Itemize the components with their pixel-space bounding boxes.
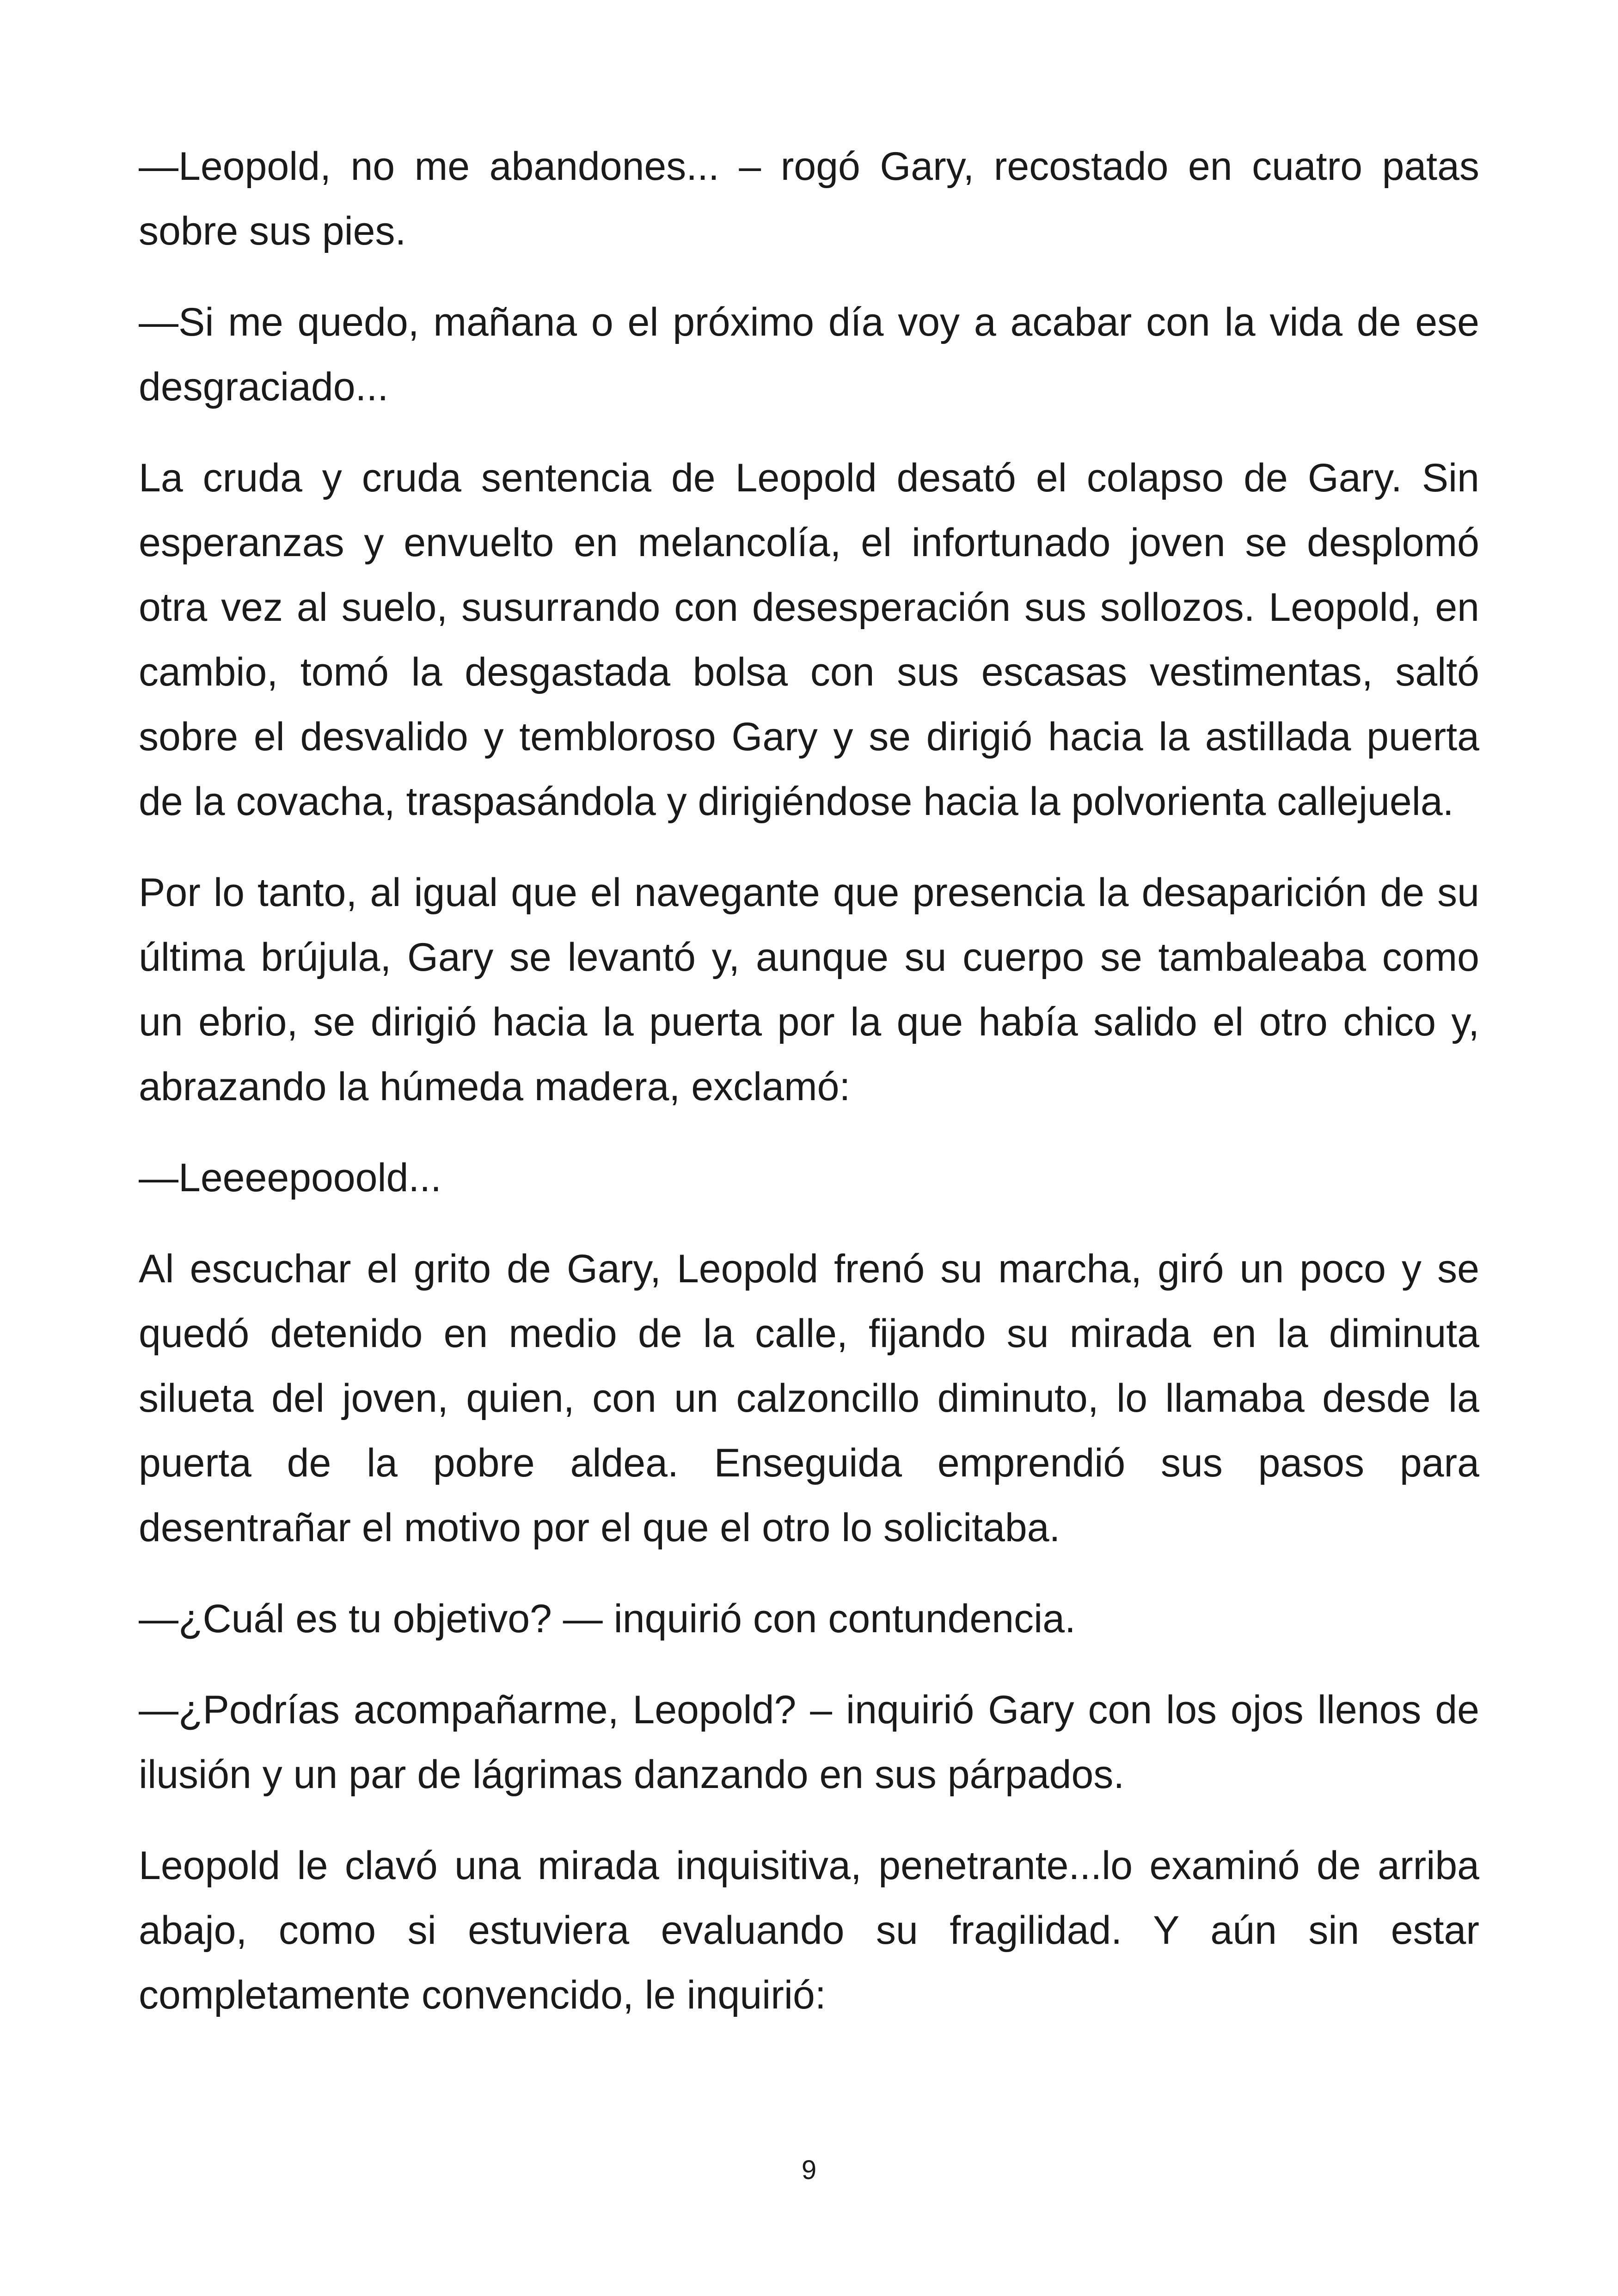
paragraph: —¿Cuál es tu objetivo? — inquirió con contundencia. bbox=[139, 1597, 1076, 1641]
paragraph: Leopold le clavó una mirada inquisitiva, penetrante...lo examinó de arriba abajo, como si estuviera evaluando su fragilidad. Y aún sin estar completamente convencido, le inquirió: bbox=[139, 1843, 1479, 2017]
paragraph: —¿Podrías acompañarme, Leopold? – inquirió Gary con los ojos llenos de ilusión y un par de lágrimas danzando en sus párpados. bbox=[139, 1688, 1479, 1797]
paragraph: Por lo tanto, al igual que el navegante que presencia la desaparición de su última brújula, Gary se levantó y, aunque su cuerpo se tambaleaba como un ebrio, se dirigió hacia la puerta por la que había salido el otro chico y, abrazando la húmeda madera, exclamó: bbox=[139, 870, 1479, 1109]
paragraph: Al escuchar el grito de Gary, Leopold frenó su marcha, giró un poco y se quedó detenido en medio de la calle, fijando su mirada en la diminuta silueta del joven, quien, con un calzoncillo diminuto, lo llamaba desde la puerta de la pobre aldea. Enseguida emprendió sus pasos para desentrañar el motivo por el que el otro lo solicitaba. bbox=[139, 1247, 1479, 1550]
paragraph: La cruda y cruda sentencia de Leopold desató el colapso de Gary. Sin esperanzas y envuelto en melancolía, el infortunado joven se desplomó otra vez al suelo, susurrando con desesperación sus sollozos. Leopold, en cambio, tomó la desgastada bolsa con sus escasas vestimentas, saltó sobre el desvalido y tembloroso Gary y se dirigió hacia la astillada puerta de la covacha, traspasándola y dirigiéndose hacia la polvorienta callejuela. bbox=[139, 456, 1479, 824]
paragraph: —Leeeepooold... bbox=[139, 1156, 442, 1200]
page-number: 9 bbox=[801, 2155, 817, 2185]
page-body bbox=[139, 134, 1479, 2054]
paragraph: —Leopold, no me abandones... – rogó Gary, recostado en cuatro patas sobre sus pies. bbox=[139, 144, 1479, 253]
paragraph: —Si me quedo, mañana o el próximo día voy a acabar con la vida de ese desgraciado... bbox=[139, 300, 1479, 409]
